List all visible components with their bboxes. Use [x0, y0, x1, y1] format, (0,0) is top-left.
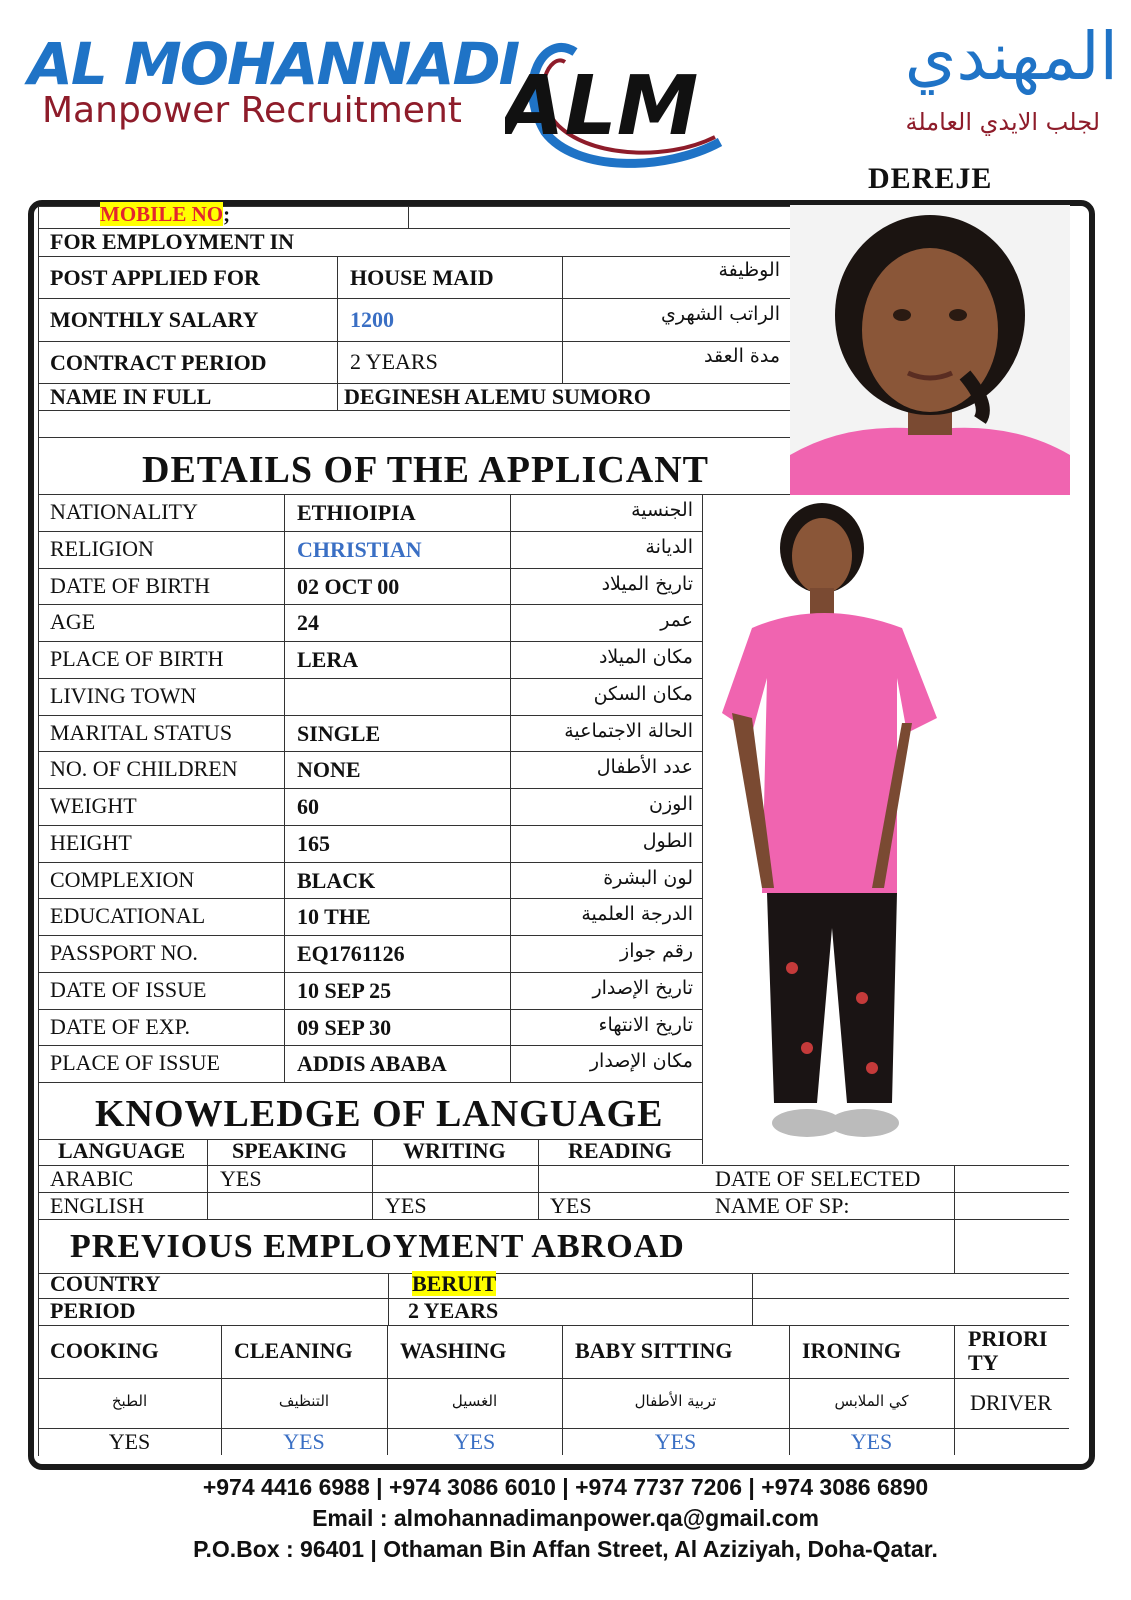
detail-value: 165 [297, 831, 330, 856]
brand-subtitle-en: Manpower Recruitment [42, 90, 462, 131]
skill-ar-ironing: كي الملابس [834, 1392, 909, 1410]
detail-label-ar: الطول [642, 830, 693, 852]
detail-label-ar: تاريخ الانتهاء [598, 1014, 693, 1036]
detail-label: NATIONALITY [50, 499, 198, 524]
contract-period-value: 2 YEARS [350, 349, 438, 374]
detail-value: LERA [297, 647, 359, 672]
post-applied-value: HOUSE MAID [350, 265, 494, 290]
detail-label-ar: الحالة الاجتماعية [564, 720, 693, 742]
name-of-sp-label: NAME OF SP: [715, 1193, 850, 1218]
detail-label: LIVING TOWN [50, 683, 197, 708]
lang-header-language: LANGUAGE [58, 1138, 186, 1163]
detail-value: 24 [297, 610, 319, 635]
skill-ar-cooking: الطبخ [111, 1392, 148, 1410]
detail-value: NONE [297, 757, 361, 782]
detail-label-ar: الدرجة العلمية [581, 903, 693, 925]
skill-ar-washing: الغسيل [451, 1392, 498, 1410]
detail-value: 10 SEP 25 [297, 978, 392, 1003]
detail-value: EQ1761126 [297, 941, 405, 966]
period-value: 2 YEARS [408, 1298, 499, 1323]
detail-label: MARITAL STATUS [50, 720, 233, 745]
alm-logo [505, 22, 735, 172]
detail-value: 60 [297, 794, 319, 819]
detail-label-ar: تاريخ الميلاد [601, 573, 693, 595]
detail-value: 02 OCT 00 [297, 574, 400, 599]
detail-label-ar: رقم جواز [620, 940, 693, 962]
detail-value: BLACK [297, 868, 376, 893]
detail-label-ar: الديانة [645, 536, 693, 558]
mobile-label: MOBILE NO; [100, 202, 231, 226]
brand-name-en: AL MOHANNADI [28, 30, 519, 98]
name-in-full-value: DEGINESH ALEMU SUMORO [344, 384, 651, 409]
detail-label: DATE OF ISSUE [50, 977, 207, 1002]
post-applied-ar: الوظيفة [718, 259, 780, 281]
lang-row-arabic-speaking: YES [220, 1166, 262, 1191]
lang-row-english-reading: YES [550, 1193, 592, 1218]
detail-value: 10 THE [297, 904, 371, 929]
detail-label: PLACE OF ISSUE [50, 1050, 220, 1075]
skill-value-cooking: YES [108, 1429, 151, 1454]
detail-label-ar: عدد الأطفال [596, 756, 693, 778]
skill-value-washing: YES [453, 1429, 496, 1454]
lang-row-arabic-language: ARABIC [50, 1166, 134, 1191]
skill-header-cleaning: CLEANING [234, 1338, 353, 1363]
previous-employment-title: PREVIOUS EMPLOYMENT ABROAD [70, 1228, 685, 1265]
date-of-selected-label: DATE OF SELECTED [715, 1166, 921, 1191]
skill-header-baby-sitting: BABY SITTING [575, 1338, 733, 1363]
skill-value-ironing: YES [850, 1429, 893, 1454]
detail-label: HEIGHT [50, 830, 132, 855]
priority-value: DRIVER [970, 1390, 1052, 1415]
language-title: KNOWLEDGE OF LANGUAGE [95, 1093, 664, 1135]
detail-value: ETHIOIPIA [297, 500, 416, 525]
skill-header-cooking: COOKING [50, 1338, 159, 1363]
alm-logo-text: ALM [505, 59, 699, 154]
applicant-face-photo [790, 205, 1070, 495]
lang-header-reading: READING [568, 1138, 672, 1163]
skill-header-priority-1: PRIORI [968, 1326, 1048, 1351]
detail-label-ar: مكان الميلاد [598, 646, 693, 668]
detail-label-ar: مكان الإصدار [589, 1050, 693, 1072]
detail-label-ar: تاريخ الإصدار [592, 977, 693, 999]
period-label: PERIOD [50, 1298, 136, 1323]
detail-label-ar: لون البشرة [603, 867, 693, 889]
skill-value-cleaning: YES [283, 1429, 325, 1454]
details-title: DETAILS OF THE APPLICANT [142, 449, 710, 491]
detail-value: 09 SEP 30 [297, 1015, 392, 1040]
lang-header-speaking: SPEAKING [232, 1138, 347, 1163]
detail-label: AGE [50, 609, 96, 634]
detail-label-ar: عمر [660, 609, 693, 631]
lang-row-english-writing: YES [385, 1193, 427, 1218]
skill-ar-cleaning: التنظيف [278, 1392, 330, 1410]
detail-label: DATE OF EXP. [50, 1014, 190, 1039]
detail-label: DATE OF BIRTH [50, 573, 211, 598]
detail-label: RELIGION [50, 536, 154, 561]
contract-period-label: CONTRACT PERIOD [50, 350, 267, 375]
footer-email: Email : almohannadimanpower.qa@gmail.com [312, 1505, 819, 1531]
detail-value: ADDIS ABABA [297, 1051, 447, 1076]
detail-label: PASSPORT NO. [50, 940, 198, 965]
post-applied-label: POST APPLIED FOR [50, 265, 260, 290]
detail-label: COMPLEXION [50, 867, 195, 892]
lang-header-writing: WRITING [403, 1138, 506, 1163]
detail-value: SINGLE [297, 721, 381, 746]
brand-name-ar: المهندي [904, 18, 1118, 95]
detail-label: WEIGHT [50, 793, 137, 818]
detail-value: CHRISTIAN [297, 537, 422, 562]
monthly-salary-value: 1200 [350, 307, 394, 332]
monthly-salary-ar: الراتب الشهري [661, 303, 780, 325]
brand-subtitle-ar: لجلب الايدي العاملة [905, 108, 1100, 136]
detail-label-ar: مكان السكن [593, 683, 693, 705]
footer-address: P.O.Box : 96401 | Othaman Bin Affan Street, Al Aziziyah, Doha-Qatar. [193, 1536, 938, 1562]
monthly-salary-label: MONTHLY SALARY [50, 307, 259, 332]
footer-phones: +974 4416 6988 | +974 3086 6010 | +974 7737 7206 | +974 3086 6890 [202, 1474, 929, 1500]
detail-label: EDUCATIONAL [50, 903, 206, 928]
skill-value-baby-sitting: YES [654, 1429, 697, 1454]
skill-header-priority-2: TY [968, 1350, 999, 1375]
country-label: COUNTRY [50, 1271, 161, 1296]
detail-label-ar: الوزن [648, 793, 693, 815]
skill-ar-baby-sitting: تربية الأطفال [634, 1392, 717, 1410]
for-employment-label: FOR EMPLOYMENT IN [50, 229, 295, 254]
applicant-short-name: DEREJE [868, 162, 993, 195]
contract-period-ar: مدة العقد [704, 345, 780, 367]
skill-header-washing: WASHING [400, 1338, 507, 1363]
country-value: BERUIT [412, 1271, 497, 1296]
lang-row-english-language: ENGLISH [50, 1193, 145, 1218]
detail-label: PLACE OF BIRTH [50, 646, 224, 671]
detail-label-ar: الجنسية [631, 499, 693, 521]
applicant-full-photo [712, 498, 952, 1163]
detail-label: NO. OF CHILDREN [50, 756, 238, 781]
name-in-full-label: NAME IN FULL [50, 384, 212, 409]
skill-header-ironing: IRONING [802, 1338, 902, 1363]
